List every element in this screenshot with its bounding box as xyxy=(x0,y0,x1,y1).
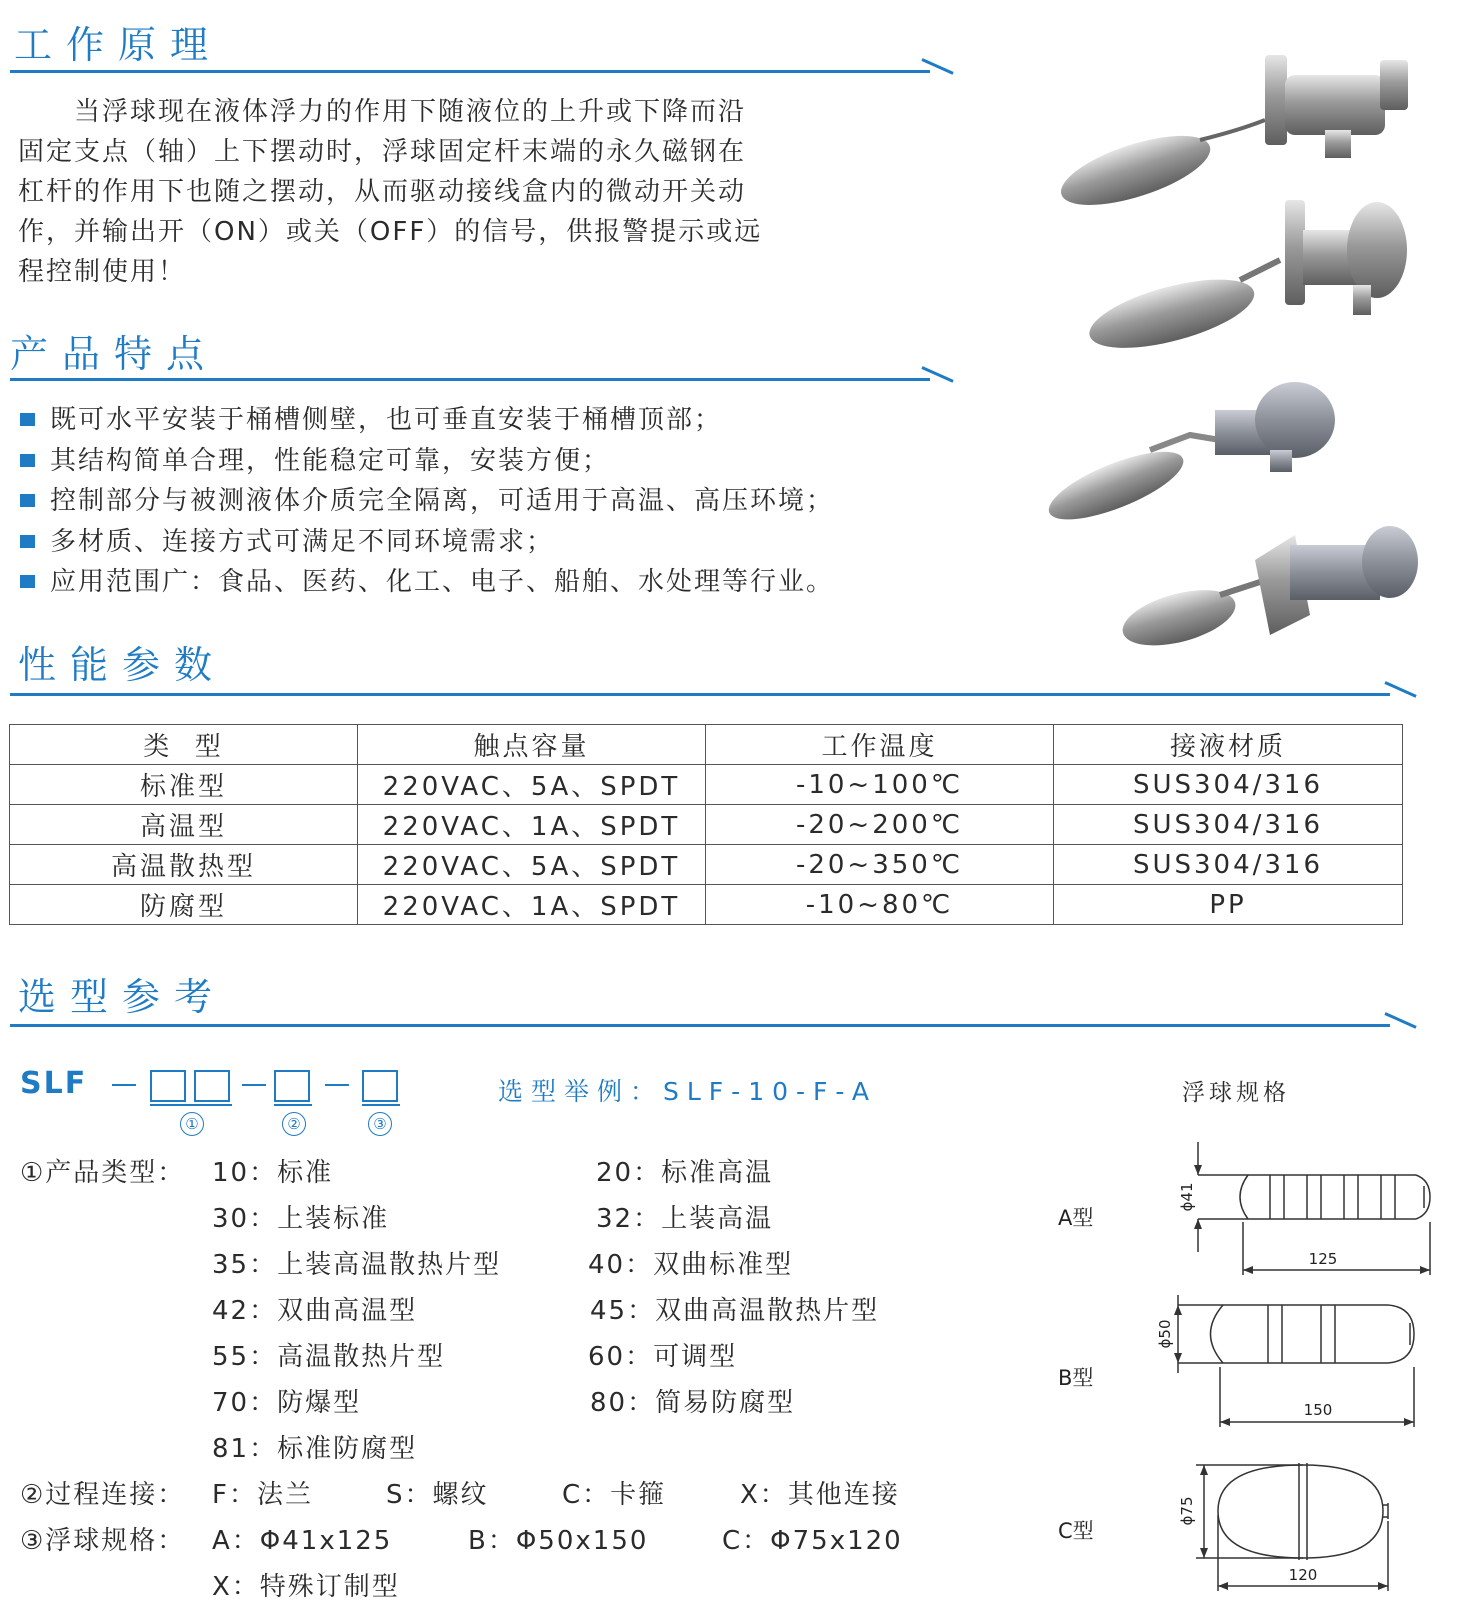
float-option: X：特殊订制型 xyxy=(212,1572,400,1602)
principle-paragraph xyxy=(18,92,868,292)
product-type-option: 20：标准高温 xyxy=(596,1158,774,1188)
feature-text: 应用范围广：食品、医药、化工、电子、船舶、水处理等行业。 xyxy=(50,567,835,597)
marker-3: ③ xyxy=(368,1112,392,1136)
float-option: C：Φ75x120 xyxy=(722,1526,903,1556)
code-underline xyxy=(362,1104,400,1106)
section-title-performance: 性能参数 xyxy=(18,643,227,687)
float-label: ③浮球规格： xyxy=(20,1526,186,1556)
product-type-option: 30：上装标准 xyxy=(212,1204,390,1234)
table-cell: 220VAC、5A、SPDT xyxy=(358,765,706,805)
table-cell: 220VAC、5A、SPDT xyxy=(358,845,706,885)
dimension-diameter: ϕ50 xyxy=(1156,1319,1174,1349)
connection-option: C：卡箍 xyxy=(562,1480,667,1510)
square-bullet-icon xyxy=(20,494,35,507)
model-code-prefix: SLF xyxy=(20,1066,88,1101)
feature-text: 控制部分与被测液体介质完全隔离，可适用于高温、高压环境； xyxy=(50,486,835,516)
table-cell: -10~80℃ xyxy=(706,885,1054,925)
product-type-option: 10：标准 xyxy=(212,1158,334,1188)
float-option: A：Φ41x125 xyxy=(212,1526,393,1556)
section-rule xyxy=(10,70,930,73)
square-bullet-icon xyxy=(20,575,35,588)
table-cell: -20~200℃ xyxy=(706,805,1054,845)
dimension-diameter: ϕ75 xyxy=(1178,1496,1196,1526)
dimension-length: 120 xyxy=(1288,1566,1318,1584)
product-type-option: 80：简易防腐型 xyxy=(590,1388,796,1418)
principle-line: 当浮球现在液体浮力的作用下随液位的上升或下降而沿 xyxy=(18,97,747,127)
code-dash xyxy=(325,1084,349,1086)
table-cell: -20~350℃ xyxy=(706,845,1054,885)
feature-item xyxy=(20,400,834,441)
product-photo-2 xyxy=(1085,195,1415,345)
float-diagram-a xyxy=(1168,1140,1438,1280)
square-bullet-icon xyxy=(20,413,35,426)
product-type-option: 42：双曲高温型 xyxy=(212,1296,418,1326)
table-cell: 高温散热型 xyxy=(10,845,358,885)
table-cell: SUS304/316 xyxy=(1054,805,1403,845)
table-cell: -10~100℃ xyxy=(706,765,1054,805)
float-diagram-b xyxy=(1158,1295,1448,1435)
connection-option: S：螺纹 xyxy=(386,1480,489,1510)
float-type-label: B型 xyxy=(1058,1366,1094,1390)
connection-label: ②过程连接： xyxy=(20,1480,186,1510)
table-row xyxy=(10,845,1403,885)
table-header-cell: 接液材质 xyxy=(1054,725,1403,765)
product-photo-3 xyxy=(1040,380,1360,520)
marker-2: ② xyxy=(282,1112,306,1136)
section-rule xyxy=(10,378,930,381)
table-cell: SUS304/316 xyxy=(1054,765,1403,805)
connection-option: X：其他连接 xyxy=(740,1480,900,1510)
float-diagram-c xyxy=(1168,1455,1438,1595)
code-box xyxy=(274,1070,310,1102)
float-spec-title: 浮球规格 xyxy=(1182,1080,1290,1106)
float-type-label: A型 xyxy=(1058,1206,1094,1230)
square-bullet-icon xyxy=(20,535,35,548)
code-dash xyxy=(112,1084,136,1086)
product-type-label: ①产品类型： xyxy=(20,1158,186,1188)
float-type-label: C型 xyxy=(1058,1519,1094,1543)
code-box xyxy=(362,1070,398,1102)
code-underline xyxy=(274,1104,312,1106)
table-header-cell: 类 型 xyxy=(10,725,358,765)
performance-table xyxy=(9,724,1403,925)
table-header-cell: 触点容量 xyxy=(358,725,706,765)
code-box xyxy=(150,1070,186,1102)
table-row xyxy=(10,805,1403,845)
table-cell: 高温型 xyxy=(10,805,358,845)
feature-text: 既可水平安装于桶槽侧壁，也可垂直安装于桶槽顶部； xyxy=(50,405,723,435)
product-type-option: 45：双曲高温散热片型 xyxy=(590,1296,880,1326)
table-cell: 220VAC、1A、SPDT xyxy=(358,885,706,925)
table-cell: 防腐型 xyxy=(10,885,358,925)
square-bullet-icon xyxy=(20,454,35,467)
feature-item xyxy=(20,562,834,603)
table-cell: PP xyxy=(1054,885,1403,925)
code-dash xyxy=(242,1084,266,1086)
product-type-option: 81：标准防腐型 xyxy=(212,1434,418,1464)
product-photo-4 xyxy=(1120,520,1430,660)
table-row xyxy=(10,765,1403,805)
table-cell: 220VAC、1A、SPDT xyxy=(358,805,706,845)
section-title-features: 产品特点 xyxy=(10,332,219,376)
feature-list xyxy=(20,400,834,603)
table-header-cell: 工作温度 xyxy=(706,725,1054,765)
code-box xyxy=(194,1070,230,1102)
section-title-selection: 选型参考 xyxy=(18,975,227,1019)
principle-line: 固定支点（轴）上下摆动时，浮球固定杆末端的永久磁钢在 xyxy=(18,137,747,167)
product-photo-1 xyxy=(1050,40,1430,200)
feature-item xyxy=(20,481,834,522)
product-type-option: 35：上装高温散热片型 xyxy=(212,1250,502,1280)
dimension-length: 125 xyxy=(1308,1250,1338,1268)
dimension-diameter: ϕ41 xyxy=(1178,1182,1196,1212)
table-cell: SUS304/316 xyxy=(1054,845,1403,885)
product-type-option: 40：双曲标准型 xyxy=(588,1250,794,1280)
feature-text: 其结构简单合理，性能稳定可靠，安装方便； xyxy=(50,445,611,476)
connection-option: F：法兰 xyxy=(212,1480,313,1510)
principle-line: 程控制使用！ xyxy=(18,257,187,287)
product-type-option: 60：可调型 xyxy=(588,1342,738,1372)
product-type-option: 70：防爆型 xyxy=(212,1388,362,1418)
section-title-principle: 工作原理 xyxy=(14,23,223,67)
selection-example: 选型举例：SLF-10-F-A xyxy=(498,1077,877,1106)
section-rule xyxy=(10,693,1390,696)
table-row xyxy=(10,885,1403,925)
feature-text: 多材质、连接方式可满足不同环境需求； xyxy=(50,526,555,557)
principle-line: 作，并输出开（ON）或关（OFF）的信号，供报警提示或远 xyxy=(18,217,763,247)
float-option: B：Φ50x150 xyxy=(468,1526,649,1556)
section-rule xyxy=(10,1024,1390,1027)
table-header-row xyxy=(10,725,1403,765)
dimension-length: 150 xyxy=(1303,1401,1333,1419)
principle-line: 杠杆的作用下也随之摆动，从而驱动接线盒内的微动开关动 xyxy=(18,177,747,207)
product-type-option: 55：高温散热片型 xyxy=(212,1342,446,1372)
feature-item xyxy=(20,441,834,482)
product-type-option: 32：上装高温 xyxy=(596,1204,774,1234)
marker-1: ① xyxy=(180,1112,204,1136)
code-underline xyxy=(150,1104,232,1106)
table-cell: 标准型 xyxy=(10,765,358,805)
feature-item xyxy=(20,522,834,563)
